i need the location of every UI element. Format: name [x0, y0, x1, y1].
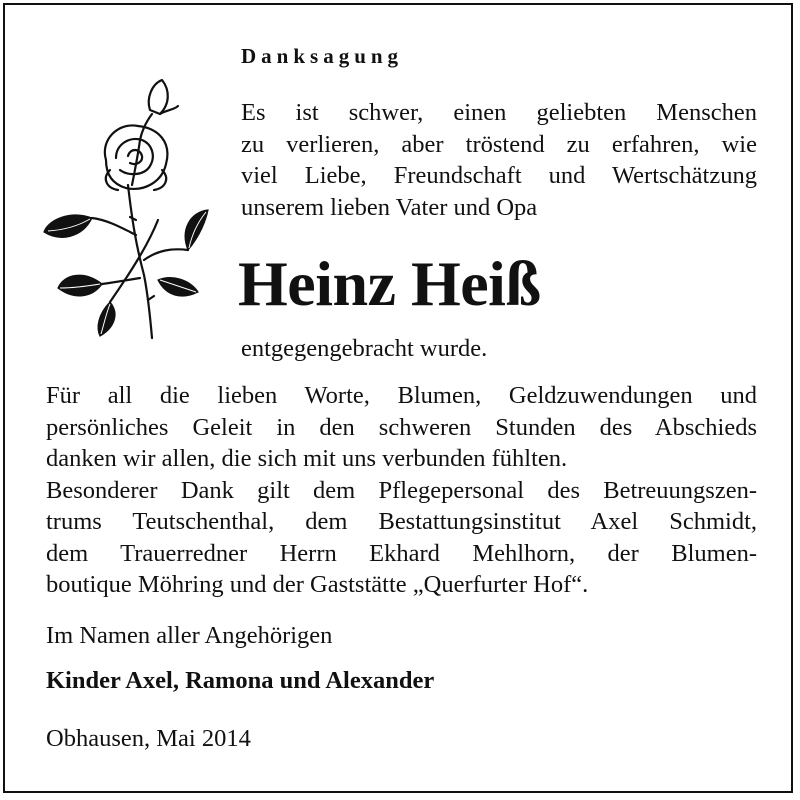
intro-line: viel Liebe, Freundschaft und Wertschätzung [241, 162, 757, 189]
body-paragraph [46, 380, 757, 601]
rose-icon [40, 70, 210, 340]
deceased-name: Heinz Heiß [238, 248, 541, 319]
intro-paragraph [241, 97, 757, 223]
body-line: Für all die lieben Worte, Blumen, Geldzuwendungen und [46, 382, 757, 409]
body-line: danken wir allen, die sich mit uns verbunden fühlten. [46, 445, 568, 472]
body-line: trums Teutschenthal, dem Bestattungsinstitut Axel Schmidt, [46, 508, 757, 535]
body-line: persönliches Geleit in den schweren Stunden des Abschieds [46, 413, 757, 441]
body-line: boutique Möhring und der Gaststätte „Querfurter Hof“. [46, 571, 589, 598]
on-behalf-text: Im Namen aller Angehörigen [46, 622, 333, 649]
notice-title: Danksagung [241, 44, 404, 68]
intro-line: Es ist schwer, einen geliebten Menschen [241, 99, 757, 126]
intro-line: unserem lieben Vater und Opa [241, 193, 538, 221]
place-date: Obhausen, Mai 2014 [46, 725, 251, 752]
after-name-text: entgegengebracht wurde. [241, 335, 488, 362]
intro-line: zu verlieren, aber tröstend zu erfahren, wie [241, 130, 757, 158]
signatories: Kinder Axel, Ramona und Alexander [46, 667, 435, 694]
body-line: dem Trauerredner Herrn Ekhard Mehlhorn, der Blumen- [46, 539, 757, 567]
body-line: Besonderer Dank gilt dem Pflegepersonal des Betreuungszen- [46, 476, 757, 504]
